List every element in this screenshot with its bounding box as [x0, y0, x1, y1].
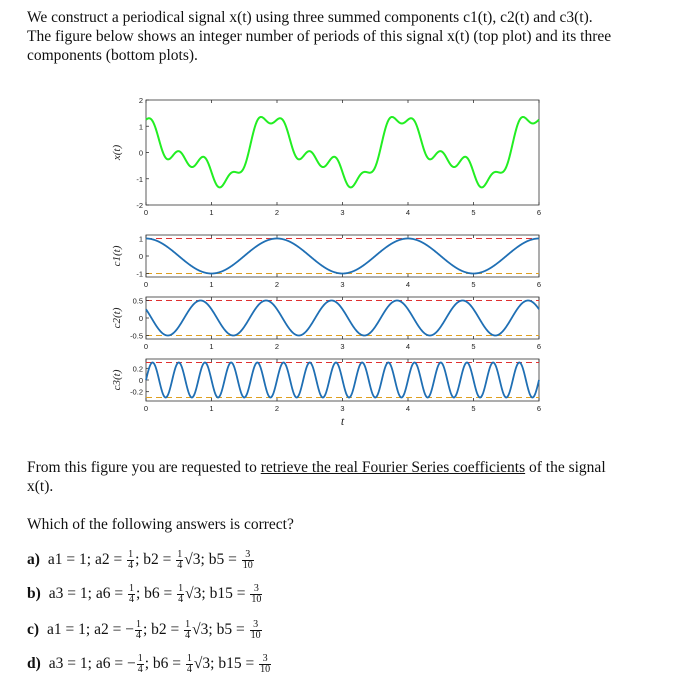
y-tick-label: -1	[136, 269, 143, 279]
answer-text: ; b6 =	[135, 585, 177, 603]
answer-text: a3 = 1; a6 =	[48, 585, 127, 603]
fraction: $\frac{3}{10}$	[251, 583, 262, 605]
answer-text: ; b2 =	[135, 551, 176, 569]
fraction: $\frac{1}{4}$	[135, 619, 141, 641]
x-tick-label: 4	[405, 342, 411, 351]
answer-option-a[interactable]	[27, 550, 255, 571]
fraction: $\frac{1}{4}$	[186, 653, 192, 675]
x-tick-label: 0	[143, 342, 149, 351]
series-line-c2t	[146, 301, 539, 336]
answer-text: a1 = 1; a2 = −	[47, 621, 134, 639]
x-tick-label: 3	[340, 404, 345, 413]
answer-text: a3 = 1; a6 = −	[48, 655, 136, 673]
y-tick-label: 0.2	[132, 364, 143, 374]
x-tick-label: 0	[143, 208, 149, 217]
intro-line-3: components (bottom plots).	[27, 47, 198, 64]
axes-c2t	[111, 297, 541, 352]
x-tick-label: 4	[405, 404, 411, 413]
fraction: $\frac{1}{4}$	[137, 653, 143, 675]
axes-c3t	[111, 359, 541, 428]
question-text: Which of the following answers is correct?	[27, 516, 294, 533]
x-tick-label: 2	[274, 342, 280, 351]
answer-label: c)	[27, 621, 40, 639]
x-tick-label: 6	[536, 208, 542, 217]
y-tick-label: 2	[138, 96, 143, 105]
x-tick-label: 1	[209, 208, 214, 217]
intro-paragraph	[27, 8, 647, 65]
y-tick-label: 0.5	[132, 296, 143, 306]
signal-figure	[100, 95, 570, 440]
answer-text: √3; b5 =	[184, 551, 241, 569]
answer-label: b)	[27, 585, 41, 603]
answer-option-b[interactable]	[27, 584, 263, 605]
x-tick-label: 1	[209, 280, 214, 289]
x-tick-label: 5	[471, 280, 476, 289]
x-tick-label: 0	[143, 404, 149, 413]
y-axis-label: c2(t)	[111, 307, 123, 329]
fraction: $\frac{1}{4}$	[185, 619, 191, 641]
outro-text-before-link: From this figure you are requested to	[27, 459, 261, 476]
y-tick-label: -0.2	[130, 387, 143, 397]
y-axis-label: c3(t)	[111, 369, 123, 391]
y-tick-label: 0	[138, 148, 143, 158]
x-tick-label: 5	[471, 342, 476, 351]
answer-text: ; b6 =	[144, 655, 185, 673]
answer-text: √3; b5 =	[192, 621, 249, 639]
x-tick-label: 3	[340, 280, 345, 289]
y-axis-label: c1(t)	[111, 245, 123, 267]
axes-box	[146, 100, 539, 205]
series-line-c3t	[146, 363, 539, 398]
y-tick-label: -1	[136, 174, 143, 184]
y-tick-label: 0	[138, 376, 143, 385]
outro-paragraph	[27, 458, 647, 496]
fraction: $\frac{3}{10}$	[250, 619, 261, 641]
series-line-c1t	[146, 239, 539, 274]
x-tick-label: 2	[274, 208, 280, 217]
x-tick-label: 6	[536, 280, 542, 289]
axes-xt	[111, 96, 541, 217]
y-tick-label: 1	[138, 122, 143, 132]
fraction: $\frac{1}{4}$	[178, 583, 184, 605]
fraction: $\frac{1}{4}$	[177, 549, 183, 571]
x-tick-label: 6	[536, 342, 542, 351]
y-tick-label: 0	[138, 314, 143, 323]
x-tick-label: 5	[471, 208, 476, 217]
x-tick-label: 4	[405, 280, 411, 289]
fraction: $\frac{3}{10}$	[260, 653, 271, 675]
y-tick-label: -2	[136, 201, 143, 210]
x-tick-label: 3	[340, 342, 345, 351]
x-tick-label: 1	[209, 404, 214, 413]
fraction: $\frac{1}{4}$	[128, 583, 134, 605]
x-tick-label: 5	[471, 404, 476, 413]
intro-line-1: We construct a periodical signal x(t) using three summed components c1(t), c2(t) and c3(t).	[27, 9, 593, 26]
axes-box	[146, 297, 539, 339]
x-axis-label: t	[340, 414, 345, 428]
answer-label: a)	[27, 551, 40, 569]
x-tick-label: 1	[209, 342, 214, 351]
x-tick-label: 4	[405, 208, 411, 217]
x-tick-label: 3	[340, 208, 345, 217]
x-tick-label: 0	[143, 280, 149, 289]
x-tick-label: 2	[274, 280, 280, 289]
answer-text: a1 = 1; a2 =	[47, 551, 127, 569]
fraction: $\frac{1}{4}$	[128, 549, 134, 571]
outro-text-after-link: of the signal	[525, 459, 606, 476]
answer-label: d)	[27, 655, 41, 673]
y-tick-label: -0.5	[130, 331, 143, 341]
x-tick-label: 6	[536, 404, 542, 413]
axes-box	[146, 235, 539, 277]
fraction: $\frac{3}{10}$	[242, 549, 253, 571]
answer-option-d[interactable]	[27, 654, 272, 675]
fourier-link[interactable]: retrieve the real Fourier Series coefficients	[260, 459, 526, 476]
series-line-xt	[146, 117, 539, 187]
x-tick-label: 2	[274, 404, 280, 413]
answer-text: ; b2 =	[142, 621, 184, 639]
answer-text: √3; b15 =	[185, 585, 250, 603]
intro-line-2: The figure below shows an integer number of periods of this signal x(t) (top plot) and its three	[27, 28, 612, 45]
axes-c1t	[111, 235, 541, 290]
answer-text: √3; b15 =	[193, 655, 259, 673]
y-tick-label: 1	[138, 234, 143, 244]
y-tick-label: 0	[138, 252, 143, 261]
outro-line-2: x(t).	[27, 478, 54, 495]
y-axis-label: x(t)	[111, 144, 123, 161]
answer-option-c[interactable]	[27, 620, 263, 641]
